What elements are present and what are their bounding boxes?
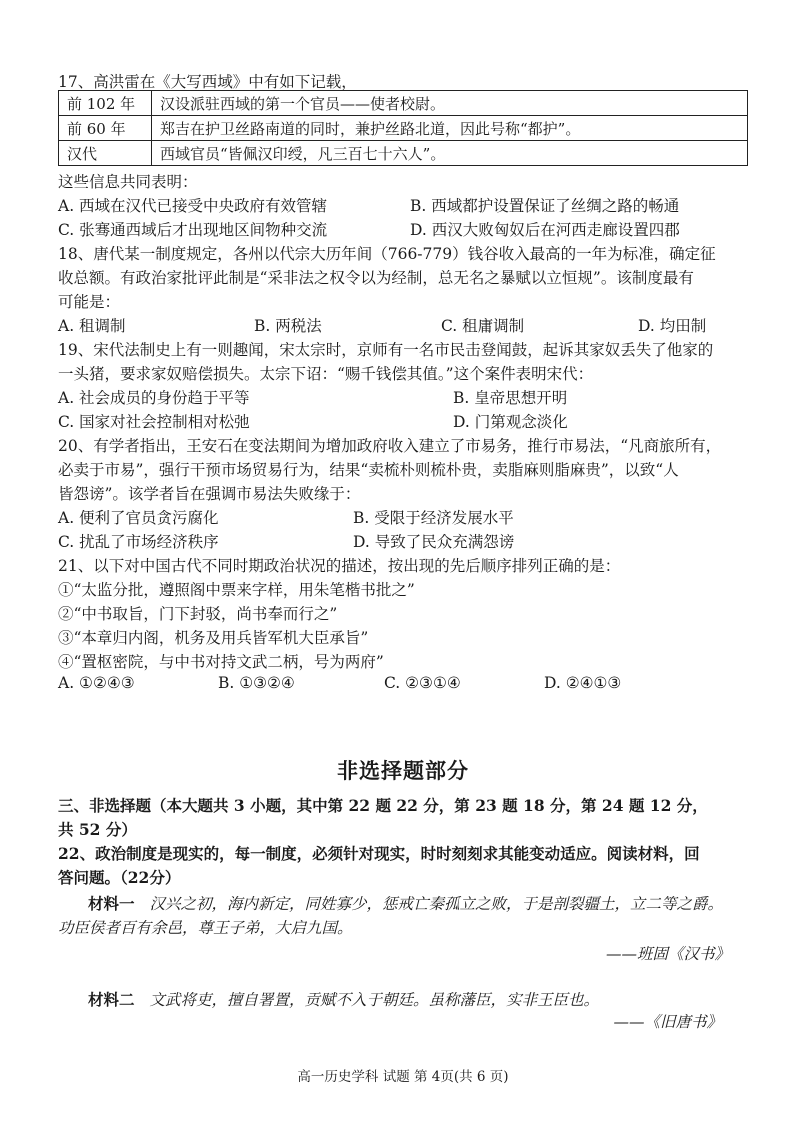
- material-1-source: ——班固《汉书》: [605, 945, 730, 963]
- page-footer: 高一历史学科 试题 第 4页(共 6 页): [297, 1069, 509, 1085]
- q19-line: 19、宋代法制史上有一则趣闻，宋太宗时，京师有一名市民击登闻鼓，起诉其家奴丢失了他家的: [58, 341, 714, 359]
- q20-option-d: D. 导致了民众充满怨谤: [353, 533, 515, 551]
- q18-option-b: B. 两税法: [254, 317, 322, 335]
- material-2: [88, 988, 599, 1010]
- table-cell-event: 郑吉在护卫丝路南道的同时，兼护丝路北道，因此号称“都护”。: [152, 116, 748, 141]
- q21-option-b: B. ①③②④: [218, 674, 295, 692]
- q21-item: ①“太监分批，遵照阁中票来字样，用朱笔楷书批之”: [58, 581, 415, 599]
- q18-option-a: A. 租调制: [58, 317, 126, 335]
- table-row: [59, 141, 748, 166]
- material-1: [88, 892, 723, 914]
- material-2-text: 文武将吏，擅自署置，贡赋不入于朝廷。虽称藩臣，实非王臣也。: [149, 991, 599, 1009]
- q17-option-c: C. 张骞通西域后才出现地区间物种交流: [58, 221, 328, 239]
- material-1-label: 材料一: [88, 895, 135, 913]
- q18-option-c: C. 租庸调制: [441, 317, 525, 335]
- q17-stem: 17、高洪雷在《大写西域》中有如下记载，: [58, 73, 357, 91]
- q21-option-c: C. ②③①④: [384, 674, 461, 692]
- q19-option-b: B. 皇帝思想开明: [453, 389, 568, 407]
- q21-option-a: A. ①②④③: [58, 674, 135, 692]
- q20-option-b: B. 受限于经济发展水平: [353, 509, 514, 527]
- q18-option-d: D. 均田制: [638, 317, 707, 335]
- q20-line: 皆怨谤”。该学者旨在强调市易法失败缘于：: [58, 485, 361, 503]
- table-cell-time: 汉代: [59, 141, 152, 166]
- table-cell-time: 前 102 年: [59, 91, 152, 116]
- q19-line: 一头猪，要求家奴赔偿损失。太宗下诏：“赐千钱偿其值。”这个案件表明宋代：: [58, 365, 594, 383]
- q19-option-d: D. 门第观念淡化: [453, 413, 568, 431]
- q22-stem: 答问题。（22分）: [58, 868, 181, 887]
- q21-item: ②“中书取旨，门下封驳，尚书奉而行之”: [58, 605, 338, 623]
- q21-item: ④“置枢密院，与中书对持文武二柄，号为两府”: [58, 653, 384, 671]
- q19-option-c: C. 国家对社会控制相对松弛: [58, 413, 250, 431]
- section-title: 非选择题部分: [337, 759, 469, 783]
- table-row: [59, 116, 748, 141]
- q17-table: [58, 90, 748, 166]
- q18-line: 18、唐代某一制度规定，各州以代宗大历年间（766-779）钱谷收入最高的一年为标准，确定征: [58, 245, 716, 263]
- table-cell-time: 前 60 年: [59, 116, 152, 141]
- table-cell-event: 汉设派驻西域的第一个官员——使者校尉。: [152, 91, 748, 116]
- q20-line: 20、有学者指出，王安石在变法期间为增加政府收入建立了市易务，推行市易法，“凡商旅所有，: [58, 437, 722, 455]
- q18-line: 可能是：: [58, 293, 121, 311]
- q17-option-d: D. 西汉大败匈奴后在河西走廊设置四郡: [410, 221, 680, 239]
- q20-option-a: A. 便利了官员贪污腐化: [58, 509, 219, 527]
- section-instructions: 共 52 分）: [58, 820, 137, 839]
- q22-stem: 22、政治制度是现实的，每一制度，必须针对现实，时时刻刻求其能变动适应。阅读材料，回: [58, 844, 700, 863]
- section-instructions: 三、非选择题（本大题共 3 小题，其中第 22 题 22 分，第 23 题 18 分，第 24 题 12 分，: [58, 796, 708, 815]
- q17-prompt: 这些信息共同表明：: [58, 173, 198, 191]
- q21-stem: 21、以下对中国古代不同时期政治状况的描述，按出现的先后顺序排列正确的是：: [58, 557, 621, 575]
- q17-option-a: A. 西域在汉代已接受中央政府有效管辖: [58, 197, 328, 215]
- table-cell-event: 西域官员“皆佩汉印绶，凡三百七十六人”。: [152, 141, 748, 166]
- material-1-text: 功臣侯者百有余邑，尊王子弟，大启九国。: [58, 919, 353, 937]
- material-1-text: 汉兴之初，海内新定，同姓寡少，惩戒亡秦孤立之败，于是剖裂疆土，立二等之爵。: [149, 895, 723, 913]
- material-2-label: 材料二: [88, 991, 135, 1009]
- q17-option-b: B. 西域都护设置保证了丝绸之路的畅通: [410, 197, 680, 215]
- q19-option-a: A. 社会成员的身份趋于平等: [58, 389, 250, 407]
- q18-line: 收总额。有政治家批评此制是“采非法之权令以为经制，总无名之暴赋以立恒规”。该制度最有: [58, 269, 694, 287]
- material-2-source: ——《旧唐书》: [613, 1013, 722, 1031]
- q20-option-c: C. 扰乱了市场经济秩序: [58, 533, 219, 551]
- q21-item: ③“本章归内阁，机务及用兵皆军机大臣承旨”: [58, 629, 369, 647]
- q20-line: 必卖于市易”，强行干预市场贸易行为，结果“卖梳朴则梳朴贵，卖脂麻则脂麻贵”，以致“人: [58, 461, 679, 479]
- q21-option-d: D. ②④①③: [544, 674, 622, 692]
- table-row: [59, 91, 748, 116]
